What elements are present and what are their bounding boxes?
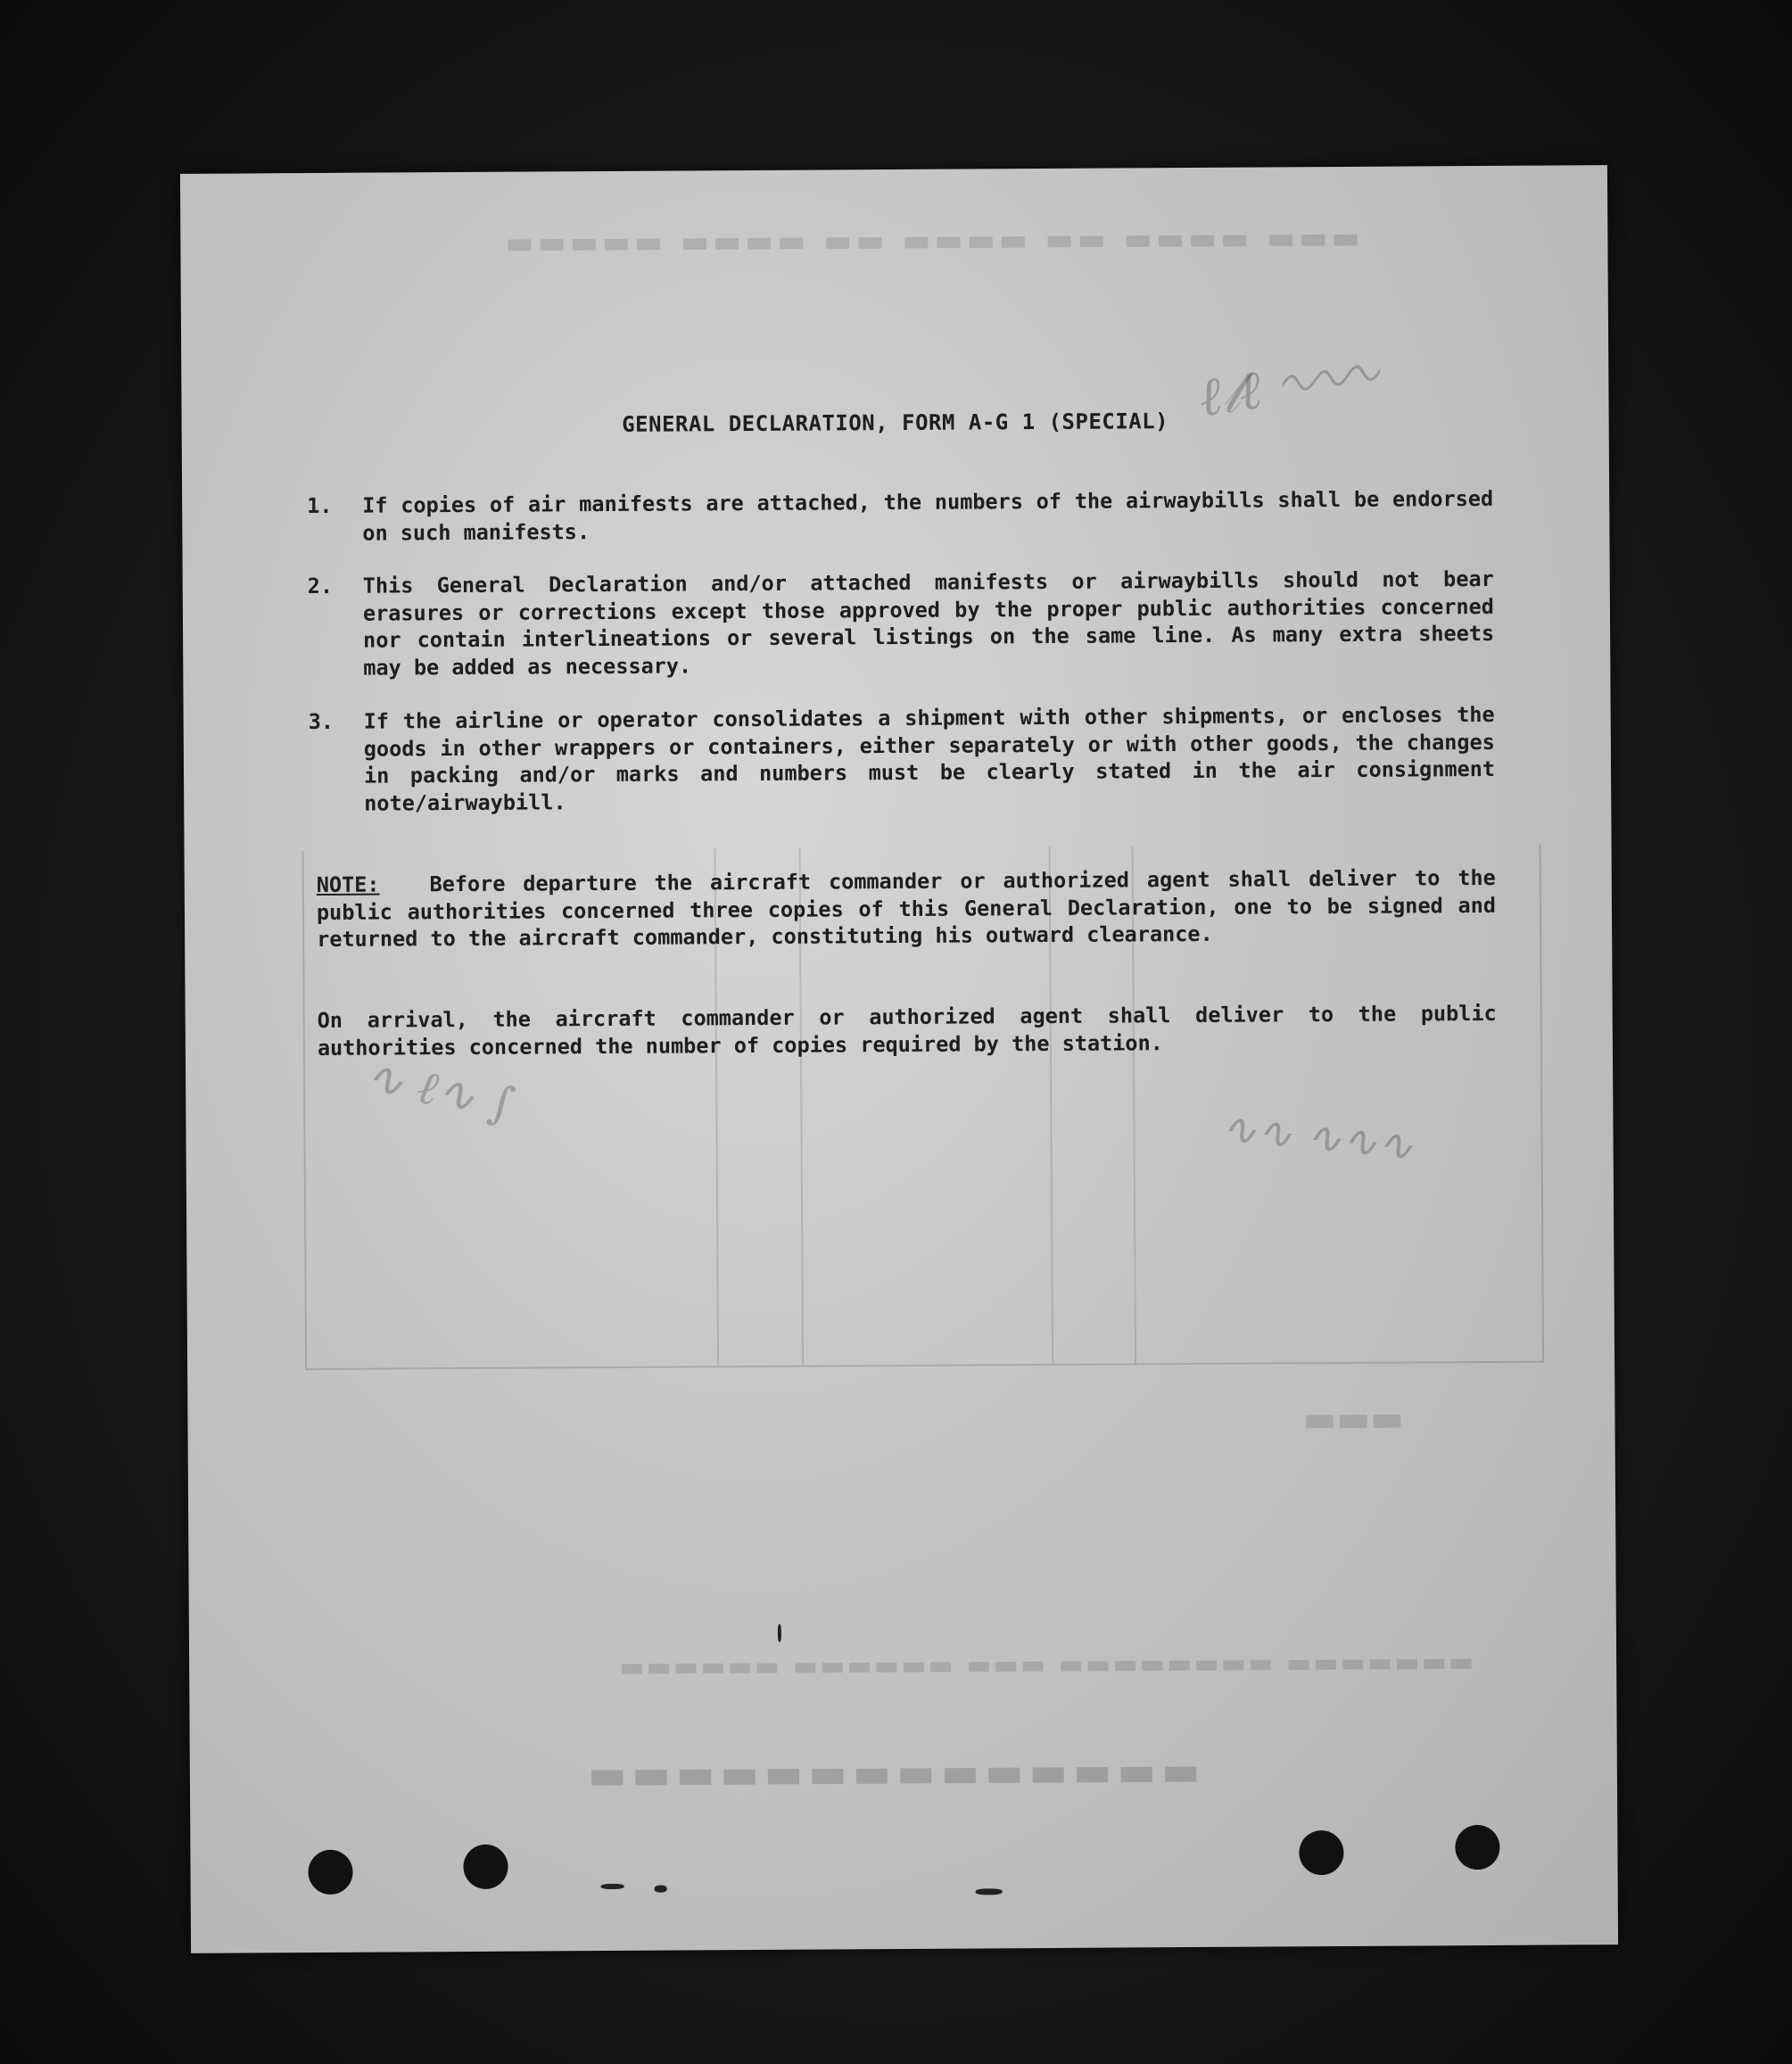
item-number: 3. — [308, 708, 334, 735]
punch-hole — [463, 1845, 508, 1889]
document-page — [180, 165, 1618, 1953]
note-paragraph — [317, 864, 1497, 954]
instruction-item-3 — [309, 701, 1496, 817]
instruction-item-2 — [308, 566, 1495, 681]
punch-hole — [308, 1850, 352, 1895]
reverse-side-text-show-through: ▬▬▬▬▬▬▬▬▬▬▬▬▬▬ — [582, 1746, 1201, 1799]
handwritten-scribble-mark: ∿∿ ∿∿∿ — [1218, 1102, 1416, 1172]
punch-hole — [1299, 1830, 1343, 1875]
instruction-item-1 — [307, 485, 1493, 547]
reverse-side-text-show-through: ▬▬▬ ▬▬▬▬ ▬▬ ▬▬▬▬ ▬▬ ▬▬▬▬ ▬▬▬▬▬ — [501, 219, 1360, 261]
page-title: GENERAL DECLARATION, FORM A-G 1 (SPECIAL) — [622, 409, 1169, 437]
arrival-paragraph: On arrival, the aircraft commander or authorized agent shall deliver to the public authorities concerned the number of copies required by the station. — [317, 1000, 1497, 1061]
paper-speck — [655, 1886, 667, 1893]
paper-speck — [601, 1884, 624, 1889]
item-text: This General Declaration and/or attached manifests or airwaybills should not bear erasures or corrections except those approved by the proper public authorities concerned nor contain interlineations or several listings on the same line. As many extra sheets may be added as necessary. — [362, 566, 1495, 681]
paper-speck — [778, 1624, 781, 1642]
reverse-side-text-show-through: ▬▬▬▬▬▬▬ ▬▬▬▬▬▬▬▬ ▬▬▬ ▬▬▬▬▬▬ ▬▬▬▬▬▬ — [617, 1647, 1474, 1683]
paper-speck — [976, 1888, 1003, 1895]
item-text: If copies of air manifests are attached, the numbers of the airwaybills shall be endorsed on such manifests. — [362, 485, 1494, 546]
item-number: 1. — [307, 492, 333, 519]
note-text: Before departure the aircraft commander or authorized agent shall deliver to the public authorities concerned three copies of this General Declaration, one to be signed and returned to the aircraft commander, constituting his outward clearance. — [316, 864, 1497, 952]
item-number: 2. — [307, 573, 334, 599]
note-label: NOTE: — [316, 871, 380, 897]
punch-hole — [1455, 1825, 1499, 1870]
declaration-content — [180, 165, 1618, 1953]
handwritten-scribble-mark: ∿ ℓ∿ ∫ — [359, 1049, 519, 1133]
item-text: If the airline or operator consolidates a shipment with other shipments, or encloses the goods in other wrappers or containers, either separately or with other goods, the changes in packing and/or marks and numbers must be clearly stated in the air consignment note/airwaybill. — [363, 701, 1496, 816]
handwritten-signature-mark: ℓ𝓁ℓ ∿∿∿ — [1194, 342, 1380, 430]
reverse-side-text-show-through: ▬▬▬ — [1302, 1397, 1405, 1441]
